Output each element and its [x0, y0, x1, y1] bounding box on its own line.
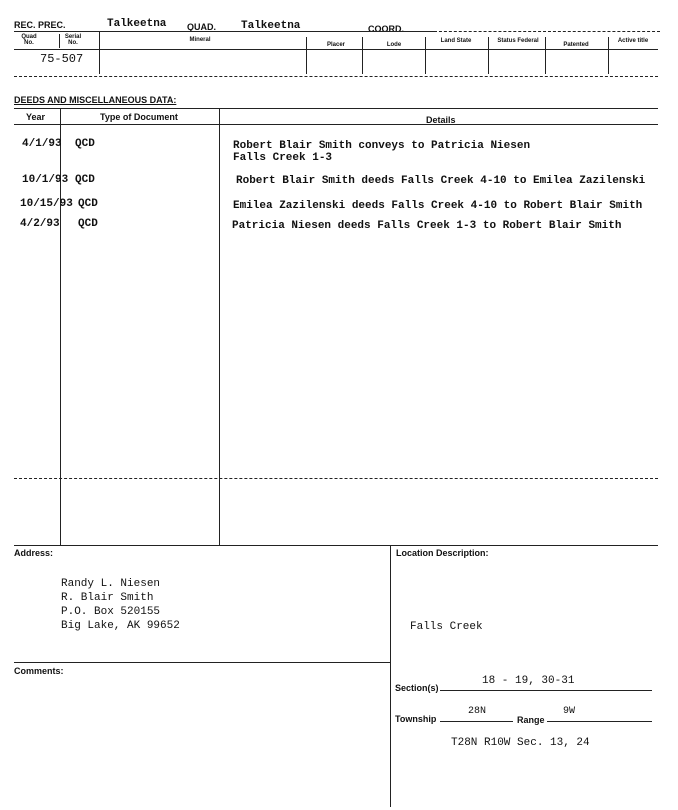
col-lode: Lode: [386, 42, 402, 48]
deed-year: 10/15/93: [20, 198, 73, 210]
range-label: Range: [517, 715, 545, 725]
location-description-value: Falls Creek: [410, 621, 483, 633]
col-year: Year: [26, 112, 46, 122]
col-land-state: Land State: [440, 38, 472, 44]
deed-year: 4/1/93: [22, 138, 62, 150]
range-value: 9W: [563, 706, 576, 717]
quad-serial-value: 75-507: [40, 52, 84, 66]
address-label: Address:: [14, 548, 54, 558]
township-value: 28N: [468, 706, 487, 717]
deed-details: Patricia Niesen deeds Falls Creek 1-3 to Robert Blair Smith: [232, 220, 622, 232]
col-mineral: Mineral: [189, 37, 211, 43]
col-serial-no: Serial No.: [64, 34, 82, 46]
col-type: Type of Document: [100, 112, 178, 122]
deed-year: 10/1/93: [22, 174, 69, 186]
deed-type: QCD: [78, 198, 98, 210]
deed-type: QCD: [75, 138, 95, 150]
quad-value: Talkeetna: [241, 20, 301, 32]
deed-details: Robert Blair Smith deeds Falls Creek 4-10 to Emilea Zazilenski: [236, 175, 646, 187]
deed-type: QCD: [75, 174, 95, 186]
township-label: Township: [395, 714, 437, 724]
quad-label: QUAD.: [187, 22, 216, 32]
col-placer: Placer: [326, 42, 345, 48]
deed-type: QCD: [78, 218, 98, 230]
col-details: Details: [426, 115, 456, 125]
deed-details-cont: Falls Creek 1-3: [233, 152, 333, 164]
rec-prec-value: Talkeetna: [107, 18, 167, 30]
address-line: R. Blair Smith: [61, 592, 154, 604]
address-line: P.O. Box 520155: [61, 606, 161, 618]
col-quad-no: Quad No.: [21, 34, 37, 46]
legal-summary: T28N R10W Sec. 13, 24: [451, 737, 590, 749]
col-active-title: Active title: [617, 38, 649, 44]
section-value: 18 - 19, 30-31: [482, 675, 575, 687]
deed-details: Robert Blair Smith conveys to Patricia Niesen: [233, 140, 531, 152]
col-patented: Patented: [563, 42, 589, 48]
deed-details: Emilea Zazilenski deeds Falls Creek 4-10 to Robert Blair Smith: [233, 200, 643, 212]
coord-label: COORD.: [368, 24, 404, 34]
comments-label: Comments:: [14, 666, 64, 676]
deeds-section-title: DEEDS AND MISCELLANEOUS DATA:: [14, 95, 177, 105]
section-label: Section(s): [395, 683, 439, 693]
col-status-federal: Status Federal: [497, 38, 539, 44]
location-description-label: Location Description:: [396, 548, 489, 558]
address-line: Randy L. Niesen: [61, 578, 161, 590]
deed-year: 4/2/93: [20, 218, 60, 230]
rec-prec-label: REC. PREC.: [14, 20, 66, 30]
address-line: Big Lake, AK 99652: [61, 620, 180, 632]
